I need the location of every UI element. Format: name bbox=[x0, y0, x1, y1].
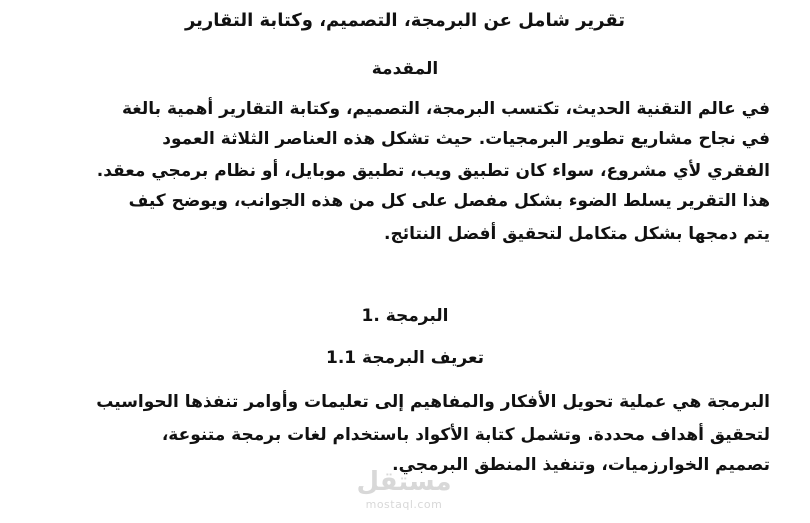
watermark-latin: mostaql.com bbox=[365, 498, 443, 511]
intro-line-5: يتم دمجها بشكل متكامل لتحقيق أفضل النتائج. bbox=[384, 224, 770, 244]
report-title: تقرير شامل عن البرمجة، التصميم، وكتابة التقارير bbox=[184, 10, 626, 31]
intro-line-2: في نجاح مشاريع تطوير البرمجيات. حيث تشكل هذه العناصر الثلاثة العمود bbox=[162, 129, 770, 149]
mostaql-watermark bbox=[348, 466, 460, 520]
section-line-3: تصميم الخوارزميات، وتنفيذ المنطق البرمجي. bbox=[392, 455, 770, 475]
subsection-heading: تعريف البرمجة 1.1 bbox=[326, 348, 484, 368]
section-heading: البرمجة .1 bbox=[361, 306, 449, 326]
intro-line-4: هذا التقرير يسلط الضوء بشكل مفصل على كل من هذه الجوانب، ويوضح كيف bbox=[128, 191, 770, 211]
intro-line-1: في عالم التقنية الحديث، تكتسب البرمجة، التصميم، وكتابة التقارير أهمية بالغة bbox=[121, 99, 770, 119]
intro-line-3: الفقري لأي مشروع، سواء كان تطبيق ويب، تطبيق موبايل، أو نظام برمجي معقد. bbox=[96, 161, 770, 181]
intro-heading: المقدمة bbox=[371, 59, 439, 79]
watermark-arabic: مستقل bbox=[356, 467, 452, 497]
section-line-2: لتحقيق أهداف محددة. وتشمل كتابة الأكواد باستخدام لغات برمجة متنوعة، bbox=[161, 425, 770, 445]
section-line-1: البرمجة هي عملية تحويل الأفكار والمفاهيم إلى تعليمات وأوامر تنفذها الحواسيب bbox=[96, 392, 770, 412]
